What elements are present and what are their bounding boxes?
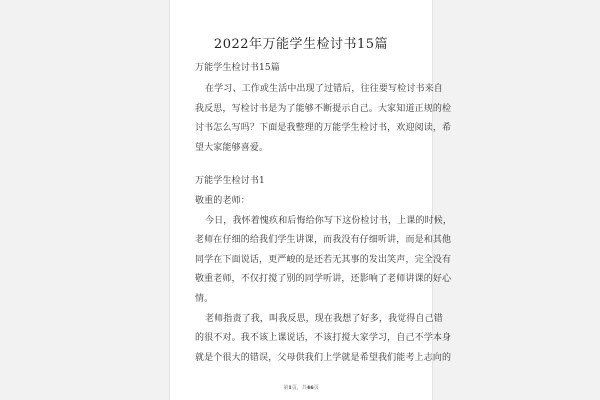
page-total: 46: [306, 385, 314, 391]
page-footer: [170, 384, 432, 391]
intro-line: 望大家能够喜爱。: [195, 143, 269, 153]
salutation: 敬重的老师：: [195, 196, 250, 206]
footer-mid: 页，共: [291, 385, 307, 391]
paragraph-line: 同学在下面说话，更严峻的是还若无其事的发出笑声，完全没有: [195, 255, 452, 265]
paragraph-line: 的很不对。我不该上课说话，不该打搅大家学习，自己不学本身: [195, 333, 452, 343]
footer-prefix: 第: [283, 385, 289, 391]
footer-suffix: 页: [313, 385, 319, 391]
paragraph-line: 敬重老师，不仅打搅了别的同学听讲，还影响了老师讲课的好心: [195, 274, 452, 284]
paragraph-line: 老师在仔细的给我们学生讲课，而我没有仔细听讲，而是和其他: [195, 235, 452, 245]
intro-line: 在学习、工作或生活中出现了过错后，往往要写检讨书来自: [205, 84, 443, 94]
intro-line: 讨书怎么写吗？下面是我整理的万能学生检讨书，欢迎阅读，希: [195, 123, 452, 133]
paragraph-line: 老师指责了我，叫我反思，现在我想了好多，我觉得自己错: [205, 314, 443, 324]
intro-line: 我反思，写检讨书是为了能够不断提示自己。大家知道正规的检: [195, 104, 452, 114]
page-number: 1: [288, 385, 292, 391]
paragraph-line: 就是个很大的错误，父母供我们上学就是希望我们能考上志向的: [195, 353, 452, 363]
paragraph-line: 今日，我怀着愧疚和后悔给你写下这份检讨书，上课的时候，: [205, 216, 453, 226]
document-title: 2022年万能学生检讨书15篇: [213, 37, 389, 52]
paragraph-line: 情。: [195, 294, 214, 304]
section-title: 万能学生检讨书1: [195, 176, 265, 186]
document-page: [170, 0, 453, 400]
subtitle: 万能学生检讨书15篇: [195, 63, 280, 73]
